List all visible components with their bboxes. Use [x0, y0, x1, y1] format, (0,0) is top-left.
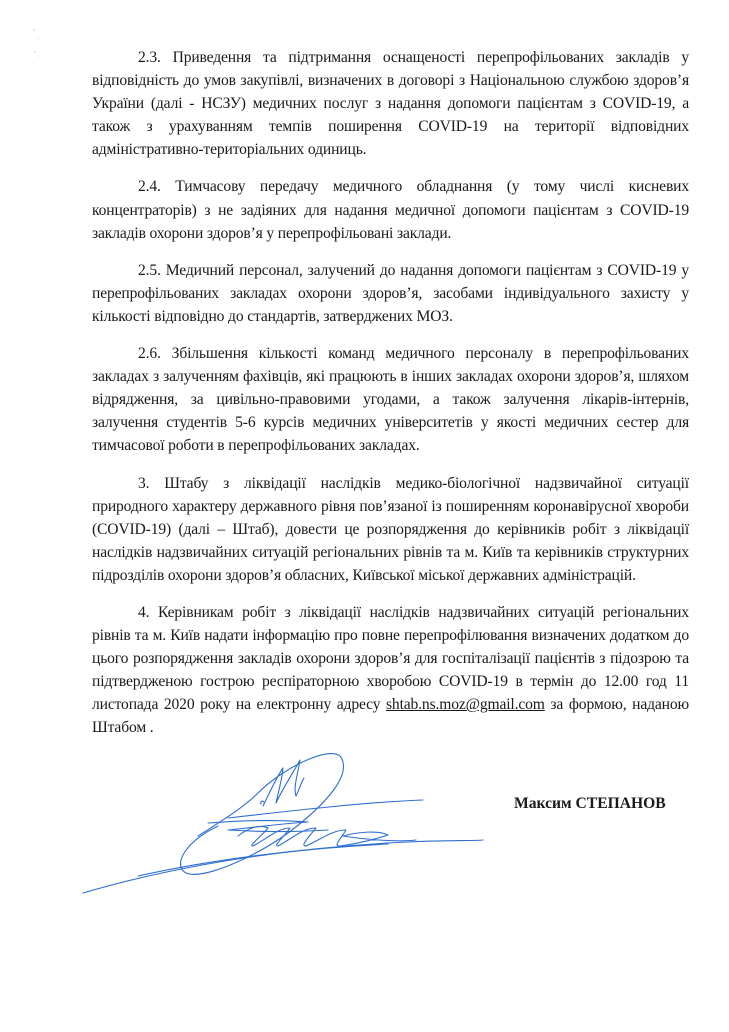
paragraph-4-text: 4. Керівникам робіт з ліквідації наслідків надзвичайних ситуацій регіональних рівнів та м. Київ надати інформацію про повне перепрофілювання визначених додатком до цього розпорядження закладів охорони здоров’я для госпіталізації пацієнтів з підозрою та підтвердженою гострою респіраторною хворобою COVID-19 в термін до 12.00 год 11 листопада 2020 року на електронну адресу — [92, 603, 689, 714]
paragraph-2-6: 2.6. Збільшення кількості команд медичного персоналу в перепрофільованих закладах з залученням фахівців, які працюють в інших закладах охорони здоров’я, шляхом відрядження, за цивільно-правовими угодами, а також залучення лікарів-інтернів, залучення студентів 5-6 курсів медичних університетів у якості медичних сестер для тимчасової роботи в перепрофільованих закладах. — [92, 345, 689, 455]
email-link[interactable]: shtab.ns.moz@gmail.com — [386, 696, 545, 714]
paragraph-4 — [92, 601, 689, 740]
paragraph-2-5: 2.5. Медичний персонал, залучений до надання допомоги пацієнтам з COVID-19 у перепрофільованих закладах охорони здоров’я, засобами індивідуального захисту у кількості відповідно до стандартів, затверджених МОЗ. — [92, 261, 689, 325]
signer-name: Максим СТЕПАНОВ — [514, 795, 666, 812]
paragraph-3: 3. Штабу з ліквідації наслідків медико-біологічної надзвичайної ситуації природного характеру державного рівня пов’язаної із поширенням коронавірусної хвороби (COVID-19) (далі – Штаб), довести це розпорядження до керівників робіт з ліквідації наслідків надзвичайних ситуацій регіональних рівнів та м. Київ та керівників структурних підрозділів охорони здоров’я обласних, Київської міської державних адміністрацій. — [92, 474, 689, 584]
paragraph-4-tail: за формою, наданою Штабом . — [92, 696, 689, 737]
document-body — [92, 46, 689, 754]
handwritten-signature — [78, 748, 518, 908]
paragraph-2-3: 2.3. Приведення та підтримання оснащеності перепрофільованих закладів у відповідність до умов закупівлі, визначених в договорі з Національною службою здоров’я України (далі - НСЗУ) медичних послуг з надання допомоги пацієнтам з COVID-19, а також з урахуванням темпів поширення COVID-19 на території відповідних адміністративно-територіальних одиниць. — [92, 49, 689, 159]
paragraph-2-4: 2.4. Тимчасову передачу медичного обладнання (у тому числі кисневих концентраторів) з не задіяних для надання медичної допомоги пацієнтам з COVID-19 закладів охорони здоров’я у перепрофільовані заклади. — [92, 178, 689, 242]
scan-speck-marks — [30, 26, 50, 66]
